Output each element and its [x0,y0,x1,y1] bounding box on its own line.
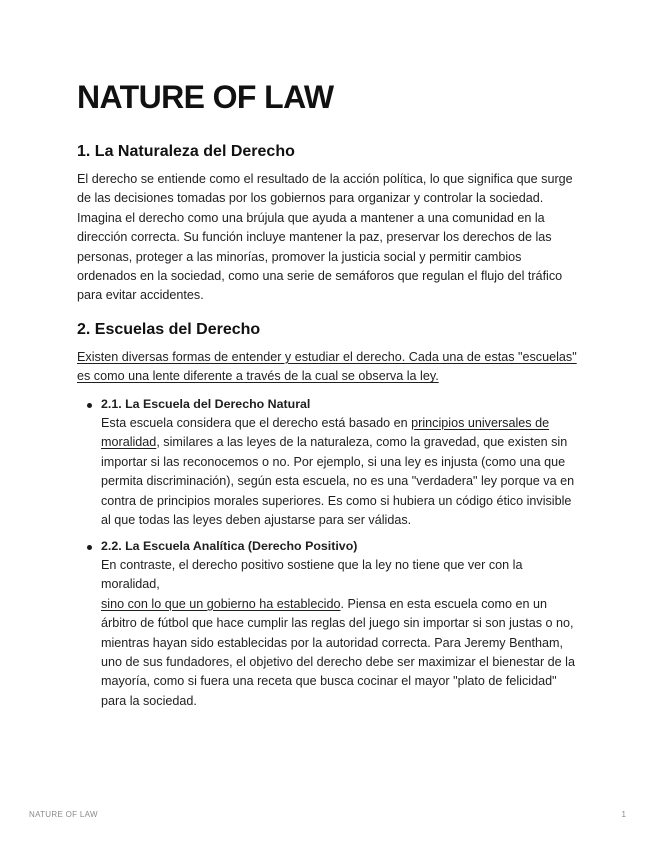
list-item-text: En contraste, el derecho positivo sostiene que la ley no tiene que ver con la moralidad, [101,557,523,592]
footer-label: NATURE OF LAW [29,810,98,819]
section-heading-escuelas: 2. Escuelas del Derecho [77,320,261,338]
section-body-naturaleza: El derecho se entiende como el resultado de la acción política, lo que significa que surge de las decisiones tomadas por los gobiernos para organizar y controlar la sociedad. Imagina el derecho como una brújula que ayuda a mantener a una comunidad en la dirección correcta. Su función incluye mantener la paz, preservar los derechos de las personas, proteger a las minorías, promover la justicia social y permitir cambios ordenados en la sociedad, como una serie de semáforos que regulan el flujo del tráfico para evitar accidentes. [77,172,573,303]
document-page [77,78,582,711]
list-item-text: . Piensa en esta escuela como en un árbitro de fútbol que hace cumplir las reglas del juego sin importar si son justas o no, mientras hayan sido establecidas por la autoridad correcta. Para Jeremy Bentham, uno de sus fundadores, el objetivo del derecho debe ser maximizar el bienestar de la mayoría, como si fuera una receta que busca cocinar el mayor "plato de felicidad" para la sociedad. [101,596,575,708]
document-title: NATURE OF LAW [77,79,334,115]
schools-list [77,395,582,712]
list-item-text: , similares a las leyes de la naturaleza, como la gravedad, que existen sin importar si las reconocemos o no. Por ejemplo, si una ley es injusta (como una que permita discriminación), según esta escuela, no es una "verdadera" ley porque va en contra de principios morales superiores. Es como si hubiera un código ético invisible al que todas las leyes deben ajustarse para ser válidas. [101,435,575,528]
bullet-icon [87,545,92,550]
section-heading-naturaleza: 1. La Naturaleza del Derecho [77,143,295,160]
list-item-escuela-analitica [77,537,582,712]
bullet-icon [87,403,92,408]
list-item-text: Esta escuela considera que el derecho está basado en [101,416,412,431]
underlined-phrase: sino con lo que un gobierno ha establecido [101,596,341,611]
page-number: 1 [621,810,626,819]
list-item-derecho-natural [77,395,582,531]
list-item-title: 2.1. La Escuela del Derecho Natural [101,396,311,411]
list-item-title: 2.2. La Escuela Analítica (Derecho Positivo) [101,538,358,553]
underlined-phrase: principios universales de moralidad [101,416,550,450]
section-intro-escuelas: Existen diversas formas de entender y estudiar el derecho. Cada una de estas "escuelas" es como una lente diferente a través de la cual se observa la ley. [77,349,577,384]
